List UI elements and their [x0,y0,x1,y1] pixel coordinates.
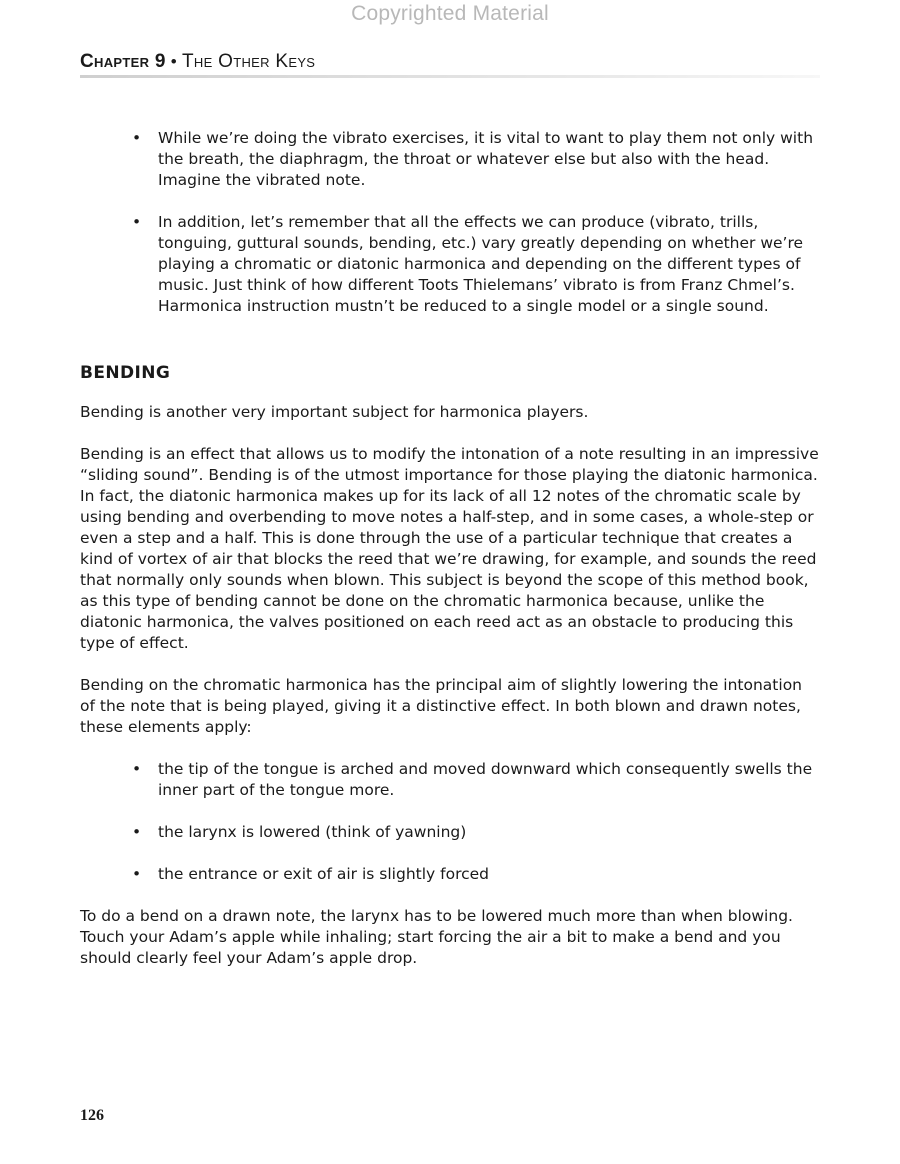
list-item: • While we’re doing the vibrato exercises, it is vital to want to play them not only with the breath, the diaphragm, the throat or whatever else but also with the head. Imagine the vibrated note. [80,128,820,191]
section-heading: BENDING [80,363,171,383]
list-item: • the tip of the tongue is arched and moved downward which consequently swells the inner part of the tongue more. [80,759,820,801]
header-rule [80,75,820,78]
page-number: 126 [80,1107,104,1124]
page-body [80,128,820,990]
running-header [80,51,315,73]
list-item: • In addition, let’s remember that all the effects we can produce (vibrato, trills, tonguing, guttural sounds, bending, etc.) vary greatly depending on whether we’re playing a chromatic or diatonic harmonica and depending on the different types of music. Just think of how different Toots Thielemans’ vibrato is from Franz Chmel’s. Harmonica instruction mustn’t be reduced to a single model or a single sound. [80,212,820,317]
header-separator: • [170,52,177,71]
paragraph: Bending is an effect that allows us to modify the intonation of a note resulting in an impressive “sliding sound”. Bending is of the utmost importance for those playing the diatonic harmonica. In fact, the diatonic harmonica makes up for its lack of all 12 notes of the chromatic scale by using bending and overbending to move notes a half-step, and in some cases, a whole-step or even a step and a half. This is done through the use of a particular technique that creates a kind of vortex of air that blocks the reed that we’re drawing, for example, and sounds the reed that normally only sounds when blown. This subject is beyond the scope of this method book, as this type of bending cannot be done on the chromatic harmonica because, unlike the diatonic harmonica, the valves positioned on each reed act as an obstacle to producing this type of effect. [80,445,819,652]
closing-paragraph: To do a bend on a drawn note, the larynx has to be lowered much more than when blowing. Touch your Adam’s apple while inhaling; start forcing the air a bit to make a bend and you should clearly feel your Adam’s apple drop. [80,907,793,967]
paragraph: Bending is another very important subject for harmonica players. [80,403,589,421]
list-item: • the entrance or exit of air is slightly forced [80,864,820,885]
copyright-watermark: Copyrighted Material [351,2,549,25]
bending-bullet-list [80,759,820,885]
list-item: • the larynx is lowered (think of yawning) [80,822,820,843]
vibrato-bullet-list [80,128,820,317]
chapter-label: Chapter 9 [80,51,166,72]
paragraph: Bending on the chromatic harmonica has the principal aim of slightly lowering the intonation of the note that is being played, giving it a distinctive effect. In both blown and drawn notes, these elements apply: [80,676,802,736]
chapter-title: The Other Keys [181,51,316,72]
